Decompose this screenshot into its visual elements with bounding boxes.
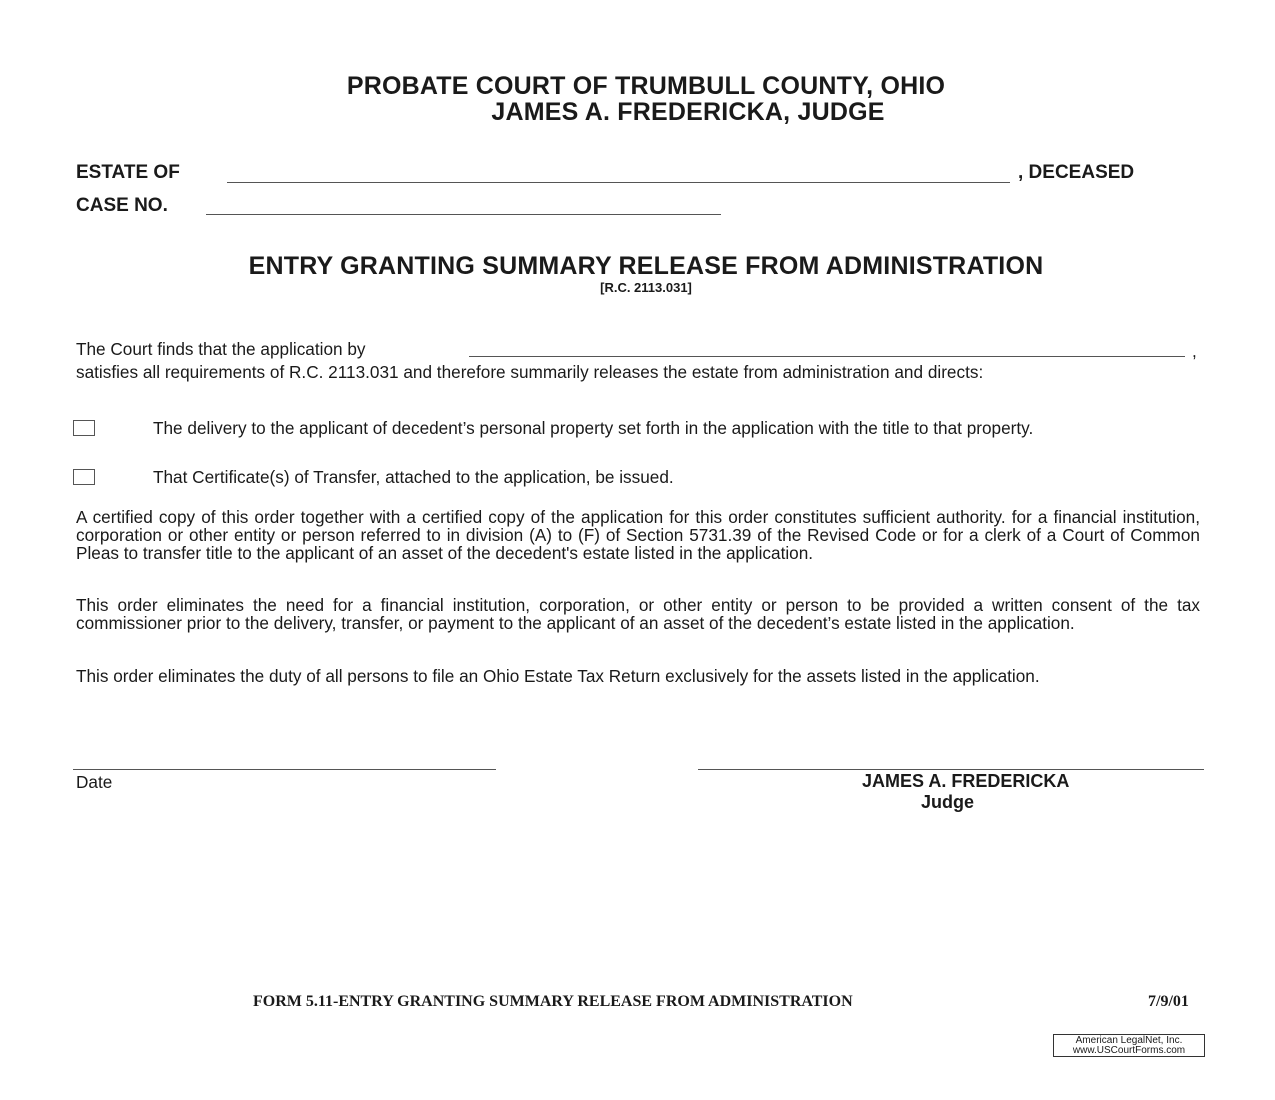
signature-judge-title: Judge bbox=[921, 792, 975, 812]
deceased-label: , DECEASED bbox=[1018, 162, 1135, 183]
finding-comma: , bbox=[1192, 341, 1197, 361]
publisher-name: American LegalNet, Inc. bbox=[1075, 1035, 1183, 1046]
checkbox-certificate-transfer[interactable] bbox=[73, 469, 95, 485]
checkbox-deliver-property[interactable] bbox=[73, 420, 95, 436]
date-signature-line[interactable] bbox=[73, 769, 496, 770]
statute-reference: [R.C. 2113.031] bbox=[600, 280, 692, 295]
signature-judge-name: JAMES A. FREDERICKA bbox=[862, 771, 1070, 791]
case-no-label: CASE NO. bbox=[76, 195, 168, 216]
publisher-website: www.USCourtForms.com bbox=[1072, 1045, 1186, 1056]
option-deliver-property-text: The delivery to the applicant of decedent’s personal property set forth in the application with the title to that property. bbox=[153, 418, 1034, 438]
date-label: Date bbox=[76, 772, 113, 792]
court-name: PROBATE COURT OF TRUMBULL COUNTY, OHIO bbox=[346, 72, 946, 100]
paragraph-tax-consent: This order eliminates the need for a financial institution, corporation, or other entity or person to be provided a written consent of the tax commissioner prior to the delivery, transfer, or payment to the applicant of an asset of the decedent’s estate listed in the application. bbox=[76, 595, 1200, 633]
form-date: 7/9/01 bbox=[1148, 993, 1189, 1010]
finding-continuation: satisfies all requirements of R.C. 2113.031 and therefore summarily releases the estate from administration and directs: bbox=[76, 362, 984, 382]
applicant-name-field[interactable] bbox=[469, 356, 1185, 357]
finding-lead: The Court finds that the application by bbox=[76, 339, 366, 359]
document-title: ENTRY GRANTING SUMMARY RELEASE FROM ADMINISTRATION bbox=[248, 252, 1044, 280]
case-no-field[interactable] bbox=[206, 214, 721, 215]
paragraph-certified-copy: A certified copy of this order together with a certified copy of the application for this order constitutes sufficient authority. for a financial institution, corporation or other entity or person referred to in division (A) to (F) of Section 5731.39 of the Revised Code or for a clerk of a Court of Common Pleas to transfer title to the applicant of an asset of the decedent's estate listed in the application. bbox=[76, 507, 1200, 563]
paragraph-estate-tax-return: This order eliminates the duty of all persons to file an Ohio Estate Tax Return exclusively for the assets listed in the application. bbox=[76, 666, 1040, 686]
judge-heading: JAMES A. FREDERICKA, JUDGE bbox=[491, 98, 885, 126]
estate-name-field[interactable] bbox=[227, 182, 1010, 183]
form-title-footer: FORM 5.11-ENTRY GRANTING SUMMARY RELEASE FROM ADMINISTRATION bbox=[253, 993, 853, 1010]
publisher-stamp bbox=[1053, 1034, 1205, 1057]
estate-label: ESTATE OF bbox=[76, 162, 180, 183]
option-certificate-transfer-text: That Certificate(s) of Transfer, attached to the application, be issued. bbox=[153, 467, 674, 487]
judge-signature-line[interactable] bbox=[698, 769, 1204, 770]
